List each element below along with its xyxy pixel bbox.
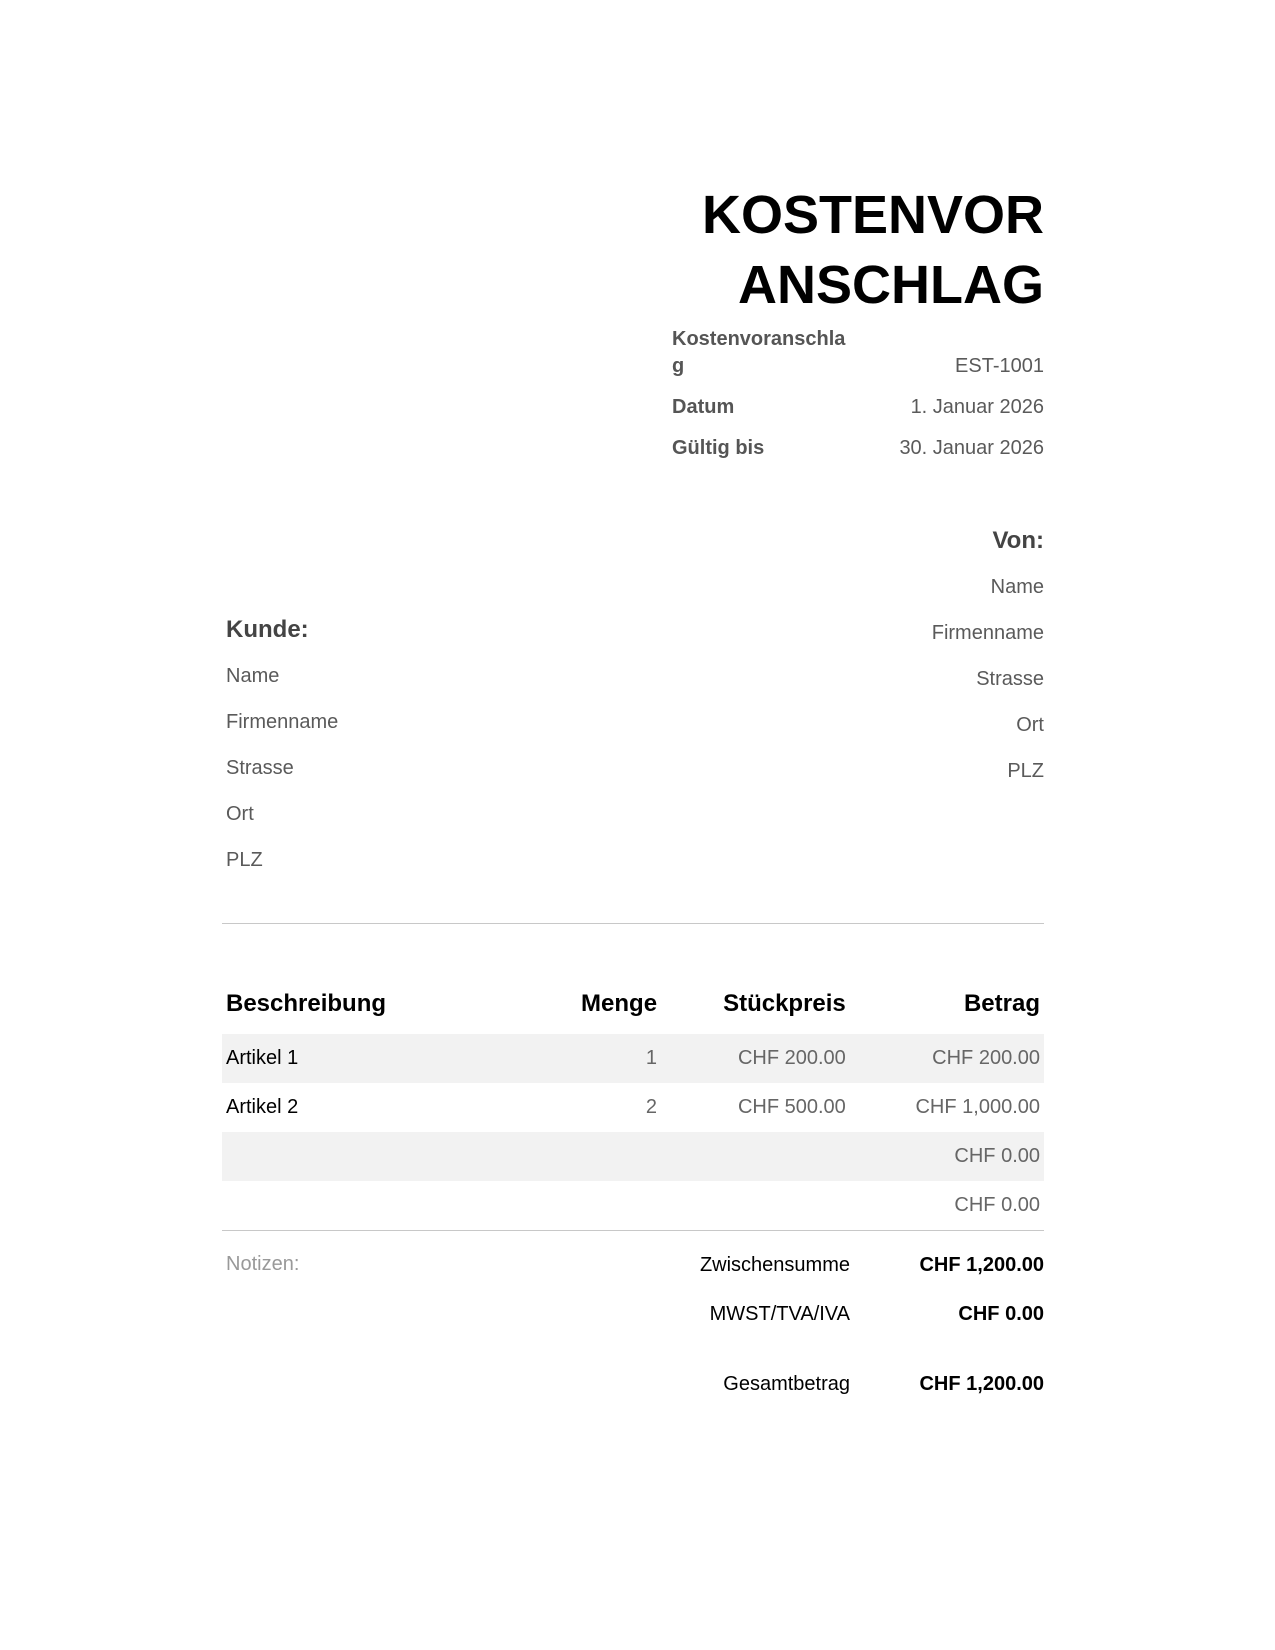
total-label: Gesamtbetrag (723, 1373, 850, 1395)
column-header-amount: Betrag (963, 990, 1040, 1017)
cell-amount: CHF 0.00 (850, 1181, 1044, 1231)
subtotal-label: Zwischensumme (699, 1254, 850, 1276)
sender-name: Name (990, 576, 1044, 598)
subtotal-row (600, 1253, 1044, 1277)
customer-address (226, 614, 626, 894)
meta-label: Gültig bis (672, 437, 765, 459)
meta-row-valid-until (672, 435, 1044, 462)
sender-heading: Von: (992, 527, 1044, 554)
customer-company: Firmenname (226, 711, 339, 733)
customer-heading: Kunde: (226, 616, 309, 643)
meta-row-date (672, 394, 1044, 421)
estimate-meta (672, 326, 1044, 462)
cell-unit-price: CHF 500.00 (737, 1096, 846, 1118)
meta-value: 1. Januar 2026 (910, 396, 1044, 418)
cell-amount: CHF 0.00 (850, 1132, 1044, 1181)
cell-description (222, 1181, 537, 1231)
totals-block (600, 1253, 1044, 1396)
tax-row (600, 1302, 1044, 1326)
cell-quantity: 1 (537, 1034, 661, 1083)
tax-value: CHF 0.00 (958, 1303, 1044, 1325)
customer-city: Ort (226, 803, 254, 825)
document-title-line-2: ANSCHLAG (738, 255, 1044, 315)
sender-street: Strasse (976, 668, 1044, 690)
sender-city: Ort (1016, 714, 1044, 736)
customer-street: Strasse (226, 757, 294, 779)
cell-quantity: 2 (645, 1096, 658, 1118)
total-value: CHF 1,200.00 (919, 1373, 1044, 1395)
table-row (222, 1132, 1044, 1181)
meta-row-number (672, 326, 1044, 380)
sender-company: Firmenname (931, 622, 1044, 644)
total-row (600, 1372, 1044, 1396)
table-header-row (222, 990, 1044, 1034)
column-header-unit-price: Stückpreis (723, 990, 846, 1017)
customer-zip: PLZ (226, 849, 263, 871)
meta-value: 30. Januar 2026 (899, 437, 1044, 459)
table-row (222, 1083, 1044, 1132)
cell-amount: CHF 1,000.00 (915, 1096, 1040, 1118)
sender-zip: PLZ (1007, 760, 1044, 782)
document-title-line-1: KOSTENVOR (701, 185, 1044, 245)
cell-quantity (537, 1132, 661, 1181)
meta-label: Datum (672, 396, 735, 418)
customer-name: Name (226, 665, 280, 687)
tax-label: MWST/TVA/IVA (709, 1303, 850, 1325)
cell-description (222, 1132, 537, 1181)
cell-description: Artikel 1 (222, 1034, 537, 1083)
meta-label: Kostenvoranschlag (672, 328, 846, 377)
document-title (660, 180, 1044, 320)
line-items-table (222, 990, 1044, 1231)
sender-address (760, 525, 1044, 805)
meta-value: EST-1001 (955, 355, 1044, 377)
table-row (222, 1034, 1044, 1083)
cell-unit-price (661, 1132, 850, 1181)
subtotal-value: CHF 1,200.00 (919, 1254, 1044, 1276)
section-divider (222, 923, 1044, 924)
cell-unit-price: CHF 200.00 (661, 1034, 850, 1083)
table-row (222, 1181, 1044, 1231)
cell-description: Artikel 2 (226, 1096, 299, 1118)
column-header-description: Beschreibung (226, 990, 387, 1017)
notes-label: Notizen: (226, 1253, 300, 1275)
column-header-quantity: Menge (581, 990, 658, 1017)
cell-unit-price (661, 1181, 850, 1231)
cell-amount: CHF 200.00 (850, 1034, 1044, 1083)
cell-quantity (537, 1181, 661, 1231)
